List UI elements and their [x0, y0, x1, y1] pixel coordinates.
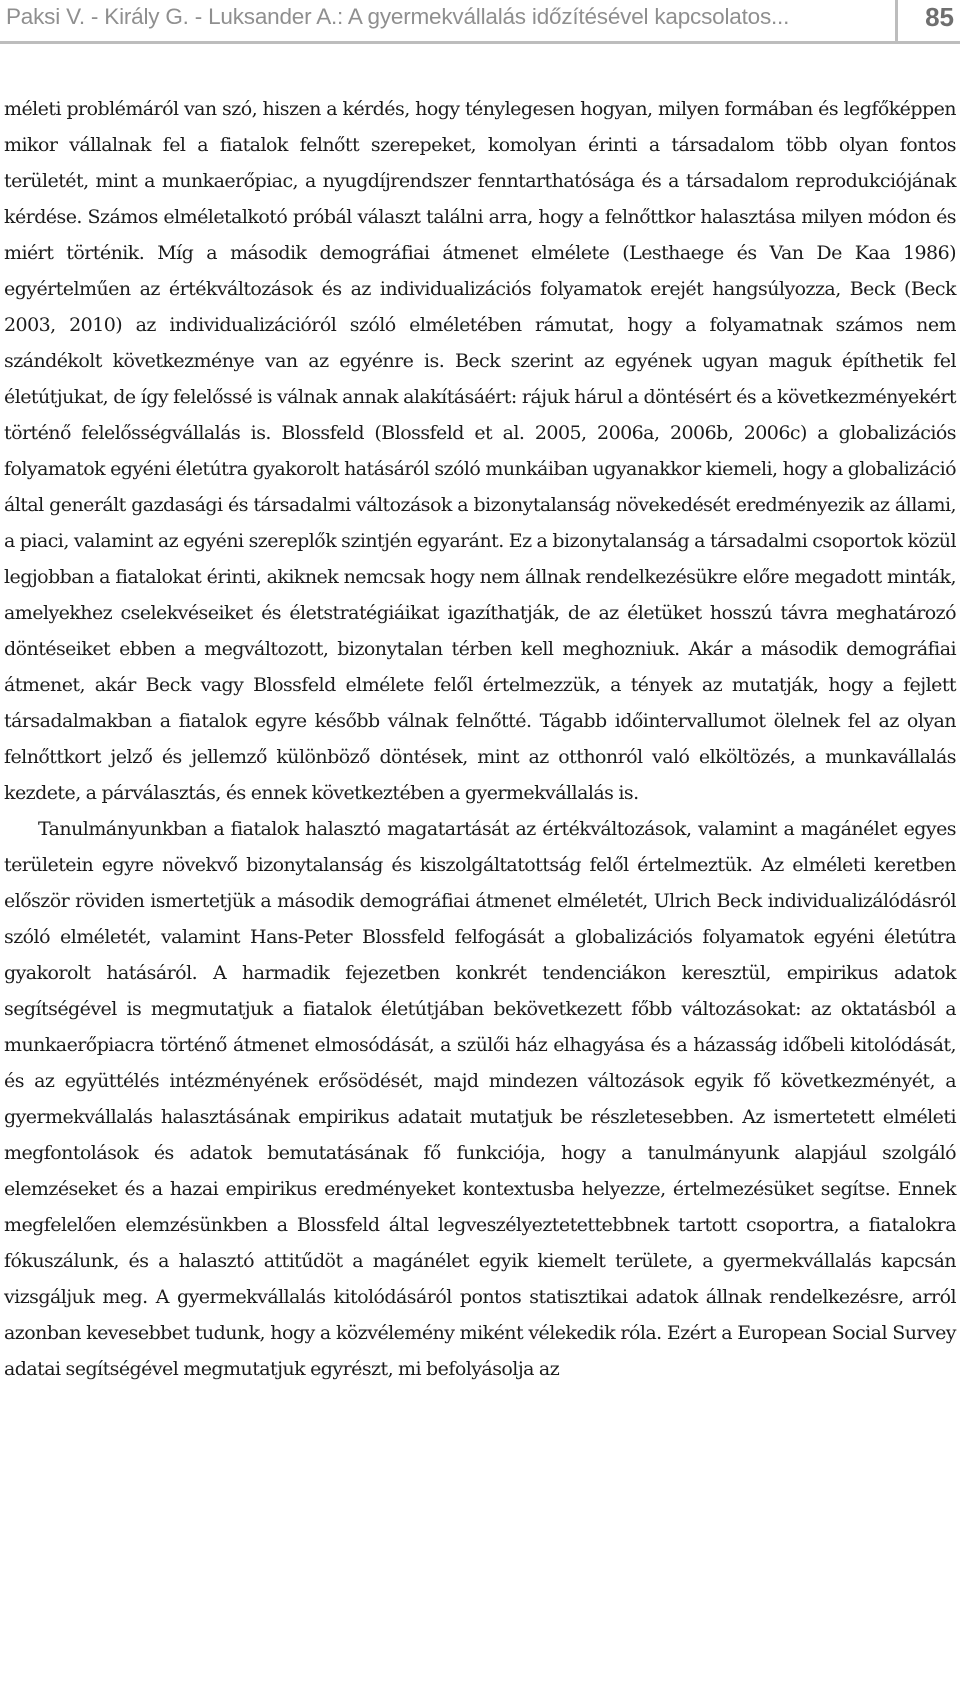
paragraph-2: Tanulmányunkban a fiatalok halasztó magatartását az értékváltozások, valamint a magánélet egyes területein egyre növekvő bizonytalanság és kiszolgáltatottság felől értelmeztük. Az elméleti keretben először röviden ismertetjük a második demográfiai átmenet elméletét, Ulrich Beck individualizálódásról szóló elméletét, valamint Hans-Peter Blossfeld felfogását a globalizációs folyamatok egyéni életútra gyakorolt hatásáról. A harmadik fejezetben konkrét tendenciákon keresztül, empirikus adatok segítségével is megmutatjuk a fiatalok életútjában bekövetkezett főbb változásokat: az oktatásból a munkaerőpiacra történő átmenet elmosódását, a szülői ház elhagyása és a házasság időbeli kitolódását, és az együttélés intézményének erősödését, majd mindezen változások egyik fő következményét, a gyermekvállalás halasztásának empirikus adatait mutatjuk be részletesebben. Az ismertetett elméleti megfontolások és adatok bemutatásának fő funkciója, hogy a tanulmányunk alapjául szolgáló elemzéseket és a hazai empirikus eredményeket kontextusba helyezze, értelmezésüket segítse. Ennek megfelelően elemzésünkben a Blossfeld által legveszélyeztetettebbnek tartott csoportra, a fiatalokra fókuszálunk, és a halasztó attitűdöt a magánélet egyik kiemelt területe, a gyermekvállalás kapcsán vizsgáljuk meg. A gyermekvállalás kitolódásáról pontos statisztikai adatok állnak rendelkezésre, arról azonban kevesebbet tudunk, hogy a közvélemény miként vélekedik róla. Ezért a European Social Survey adatai segítségével megmutatjuk egyrészt, mi befolyásolja az — [4, 818, 956, 1380]
header-divider — [895, 0, 898, 44]
running-header — [0, 0, 960, 44]
page-number: 85 — [925, 2, 954, 32]
running-title: Paksi V. - Király G. - Luksander A.: A gyermekvállalás időzítésével kapcsolatos... — [6, 4, 790, 29]
body-text — [4, 91, 956, 1387]
paragraph-1: méleti problémáról van szó, hiszen a kérdés, hogy ténylegesen hogyan, milyen formában és legfőképpen mikor vállalnak fel a fiatalok felnőtt szerepeket, komolyan érinti a társadalom több olyan fontos területét, mint a munkaerőpiac, a nyugdíjrendszer fenntarthatósága és a társadalom reprodukciójának kérdése. Számos elméletalkotó próbál választ találni arra, hogy a felnőttkor halasztása milyen módon és miért történik. Míg a második demográfiai átmenet elmélete (Lesthaege és Van De Kaa 1986) egyértelműen az értékváltozások és az individualizációs folyamatok erejét hangsúlyozza, Beck (Beck 2003, 2010) az individualizációról szóló elméletében rámutat, hogy a folyamatnak számos nem szándékolt következménye van az egyénre is. Beck szerint az egyének ugyan maguk építhetik fel életútjukat, de így felelőssé is válnak annak alakításáért: rájuk hárul a döntésért és a következményekért történő felelősségvállalás is. Blossfeld (Blossfeld et al. 2005, 2006a, 2006b, 2006c) a globalizációs folyamatok egyéni életútra gyakorolt hatásáról szóló munkáiban ugyanakkor kiemeli, hogy a globalizáció által generált gazdasági és társadalmi változások a bizonytalanság növekedését eredményezik az állami, a piaci, valamint az egyéni szereplők szintjén egyaránt. Ez a bizonytalanság a társadalmi csoportok közül legjobban a fiatalokat érinti, akiknek nemcsak hogy nem állnak rendelkezésükre előre megadott minták, amelyekhez cselekvéseiket és életstratégiáikat igazíthatják, de az életüket hosszú távra meghatározó döntéseiket ebben a megváltozott, bizonytalan térben kell meghozniuk. Akár a második demográfiai átmenet, akár Beck vagy Blossfeld elmélete felől értelmezzük, a tények az mutatják, hogy a fejlett társadalmakban a fiatalok egyre később válnak felnőtté. Tágabb időintervallumot ölelnek fel az olyan felnőttkort jelző és jellemző különböző döntések, mint az otthonról való elköltözés, a munkavállalás kezdete, a párválasztás, és ennek következtében a gyermekvállalás is. — [4, 98, 956, 804]
